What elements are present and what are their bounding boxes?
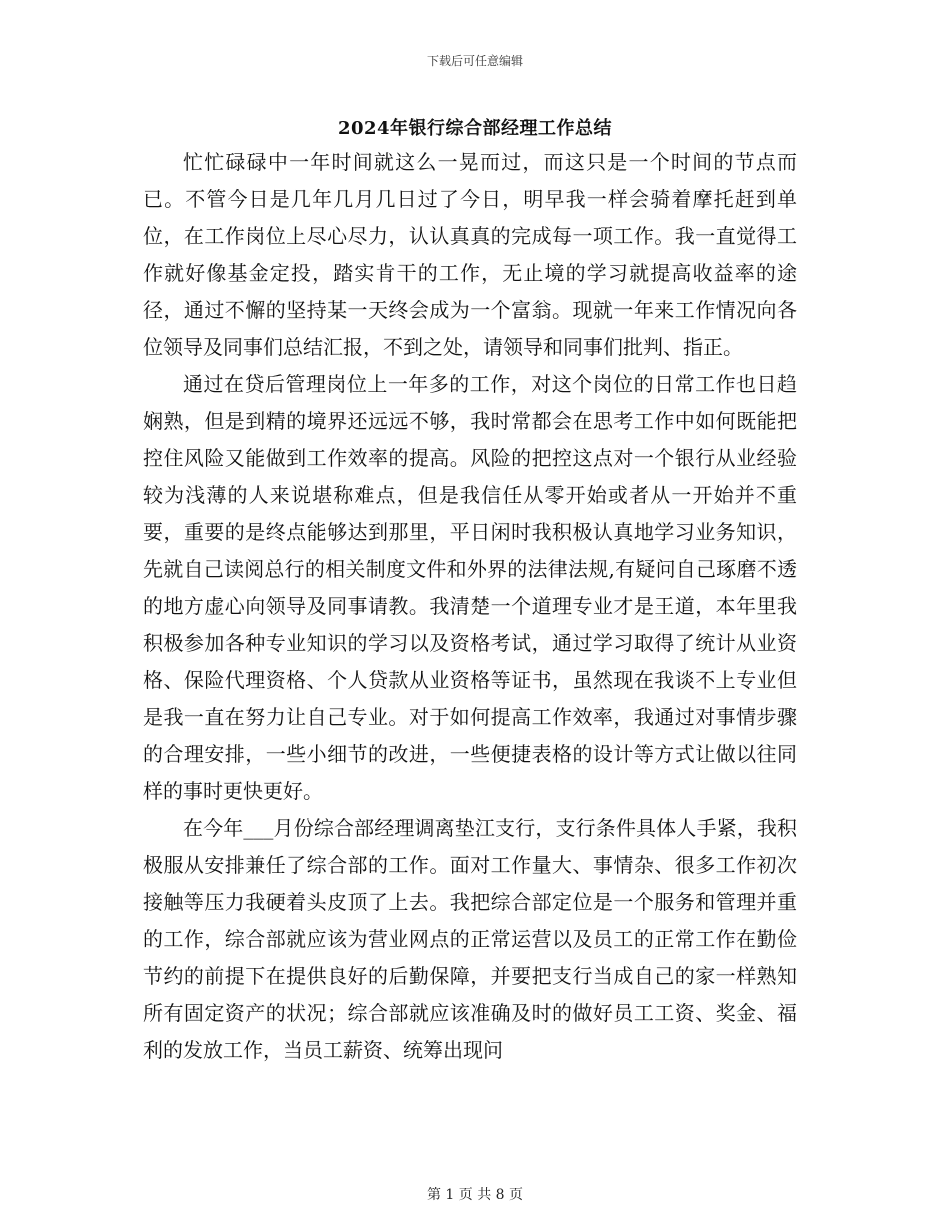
page-title: 2024年银行综合部经理工作总结 [337,118,613,139]
document-body [143,144,797,1069]
paragraph: 在今年___月份综合部经理调离垫江支行，支行条件具体人手紧，我积极服从安排兼任了综合部的工作。面对工作量大、事情杂、很多工作初次接触等压力我硬着头皮顶了上去。我把综合部定位是一个服务和管理并重的工作，综合部就应该为营业网点的正常运营以及员工的正常工作在勤俭节约的前提下在提供良好的后勤保障，并要把支行当成自己的家一样熟知所有固定资产的状况；综合部就应该准确及时的做好员工工资、奖金、福利的发放工作，当员工薪资、统筹出现问 [143,816,797,1062]
header-note: 下载后可任意编辑 [426,54,523,68]
paragraph: 通过在贷后管理岗位上一年多的工作，对这个岗位的日常工作也日趋娴熟，但是到精的境界还远远不够，我时常都会在思考工作中如何既能把控住风险又能做到工作效率的提高。风险的把控这点对一个银行从业经验较为浅薄的人来说堪称难点，但是我信任从零开始或者从一开始并不重要，重要的是终点能够达到那里，平日闲时我积极认真地学习业务知识，先就自己读阅总行的相关制度文件和外界的法律法规,有疑问自己琢磨不透的地方虚心向领导及同事请教。我清楚一个道理专业才是王道，本年里我积极参加各种专业知识的学习以及资格考试，通过学习取得了统计从业资格、保险代理资格、个人贷款从业资格等证书，虽然现在我谈不上专业但是我一直在努力让自己专业。对于如何提高工作效率，我通过对事情步骤的合理安排，一些小细节的改进，一些便捷表格的设计等方式让做以往同样的事时更快更好。 [143,372,797,803]
paragraph: 忙忙碌碌中一年时间就这么一晃而过，而这只是一个时间的节点而已。不管今日是几年几月几日过了今日，明早我一样会骑着摩托赶到单位，在工作岗位上尽心尽力，认认真真的完成每一项工作。我一直觉得工作就好像基金定投，踏实肯干的工作，无止境的学习就提高收益率的途径，通过不懈的坚持某一天终会成为一个富翁。现就一年来工作情况向各位领导及同事们总结汇报，不到之处，请领导和同事们批判、指正。 [143,150,797,359]
page-number-footer: 第 1 页 共 8 页 [426,1187,524,1203]
